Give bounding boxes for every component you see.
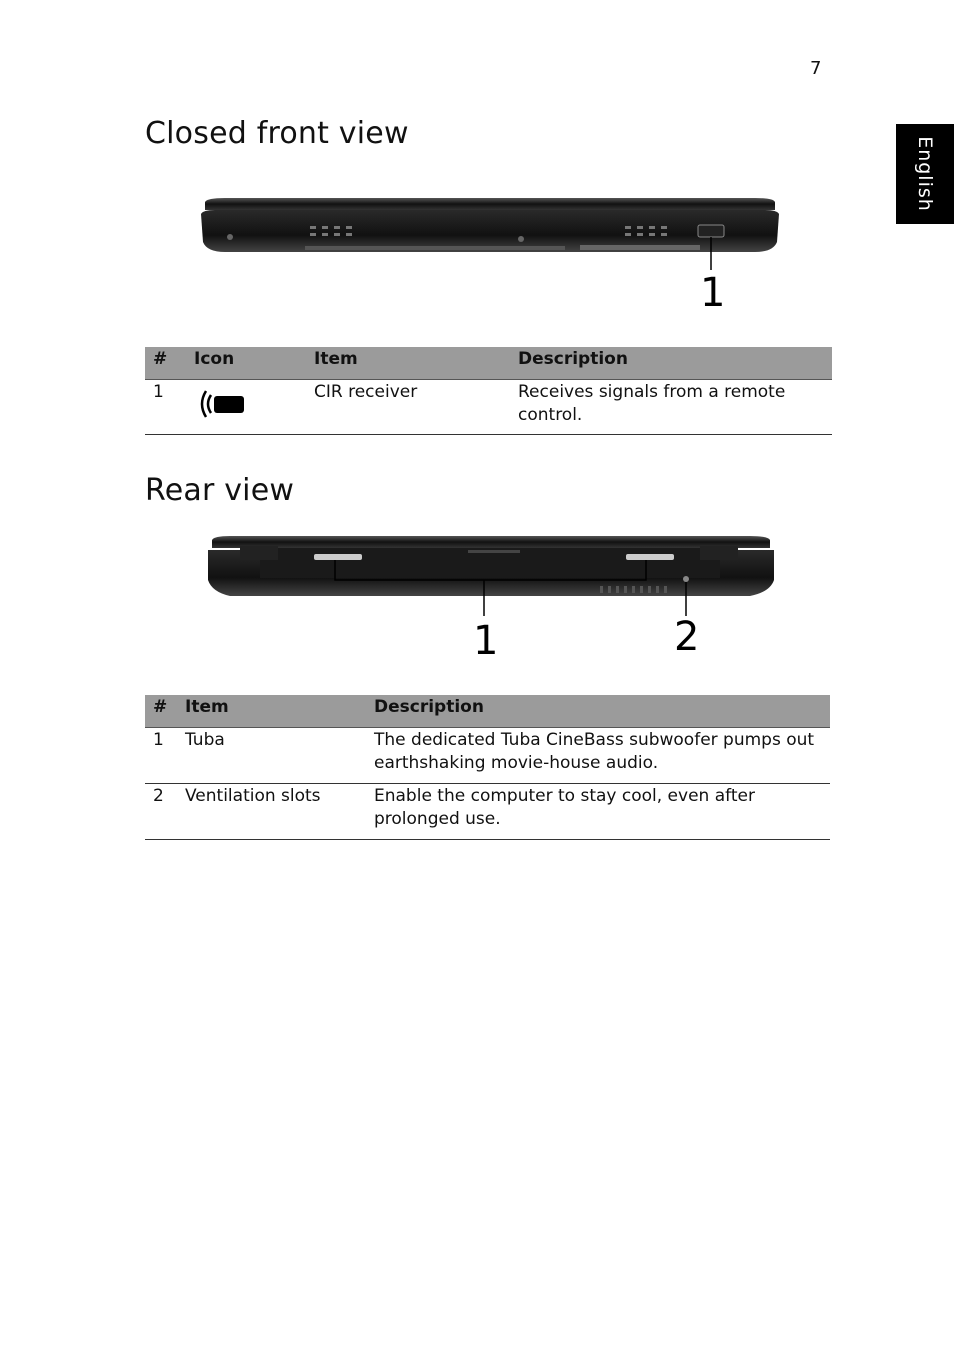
row-description: Receives signals from a remote control. (510, 379, 832, 434)
rear-view-table (145, 695, 830, 840)
col-header-item: Item (177, 695, 366, 727)
table-row (145, 727, 830, 783)
col-header-number: # (145, 695, 177, 727)
col-header-item: Item (306, 347, 510, 379)
col-header-description: Description (366, 695, 830, 727)
col-header-number: # (145, 347, 186, 379)
row-number: 1 (145, 379, 186, 434)
table-header-row (145, 347, 832, 379)
row-icon-cell (186, 379, 306, 434)
row-description: Enable the computer to stay cool, even after prolonged use. (366, 783, 830, 839)
table-row (145, 379, 832, 434)
language-tab-label: English (914, 136, 936, 212)
callout-1-front: 1 (700, 270, 726, 316)
closed-front-view-heading: Closed front view (145, 116, 409, 151)
row-number: 1 (145, 727, 177, 783)
table-header-row (145, 695, 830, 727)
rear-view-image (200, 530, 780, 665)
callout-2-rear: 2 (674, 614, 700, 660)
closed-front-view-table (145, 347, 832, 435)
callout-1-rear: 1 (473, 618, 499, 664)
row-item: Tuba (177, 727, 366, 783)
closed-front-view-image (195, 190, 785, 320)
page-number: 7 (810, 58, 822, 79)
row-description: The dedicated Tuba CineBass subwoofer pumps out earthshaking movie-house audio. (366, 727, 830, 783)
rear-view-heading: Rear view (145, 473, 295, 508)
col-header-icon: Icon (186, 347, 306, 379)
row-number: 2 (145, 783, 177, 839)
cir-receiver-icon (194, 387, 254, 421)
row-item: CIR receiver (306, 379, 510, 434)
table-row (145, 783, 830, 839)
language-tab (896, 124, 954, 224)
col-header-description: Description (510, 347, 832, 379)
row-item: Ventilation slots (177, 783, 366, 839)
